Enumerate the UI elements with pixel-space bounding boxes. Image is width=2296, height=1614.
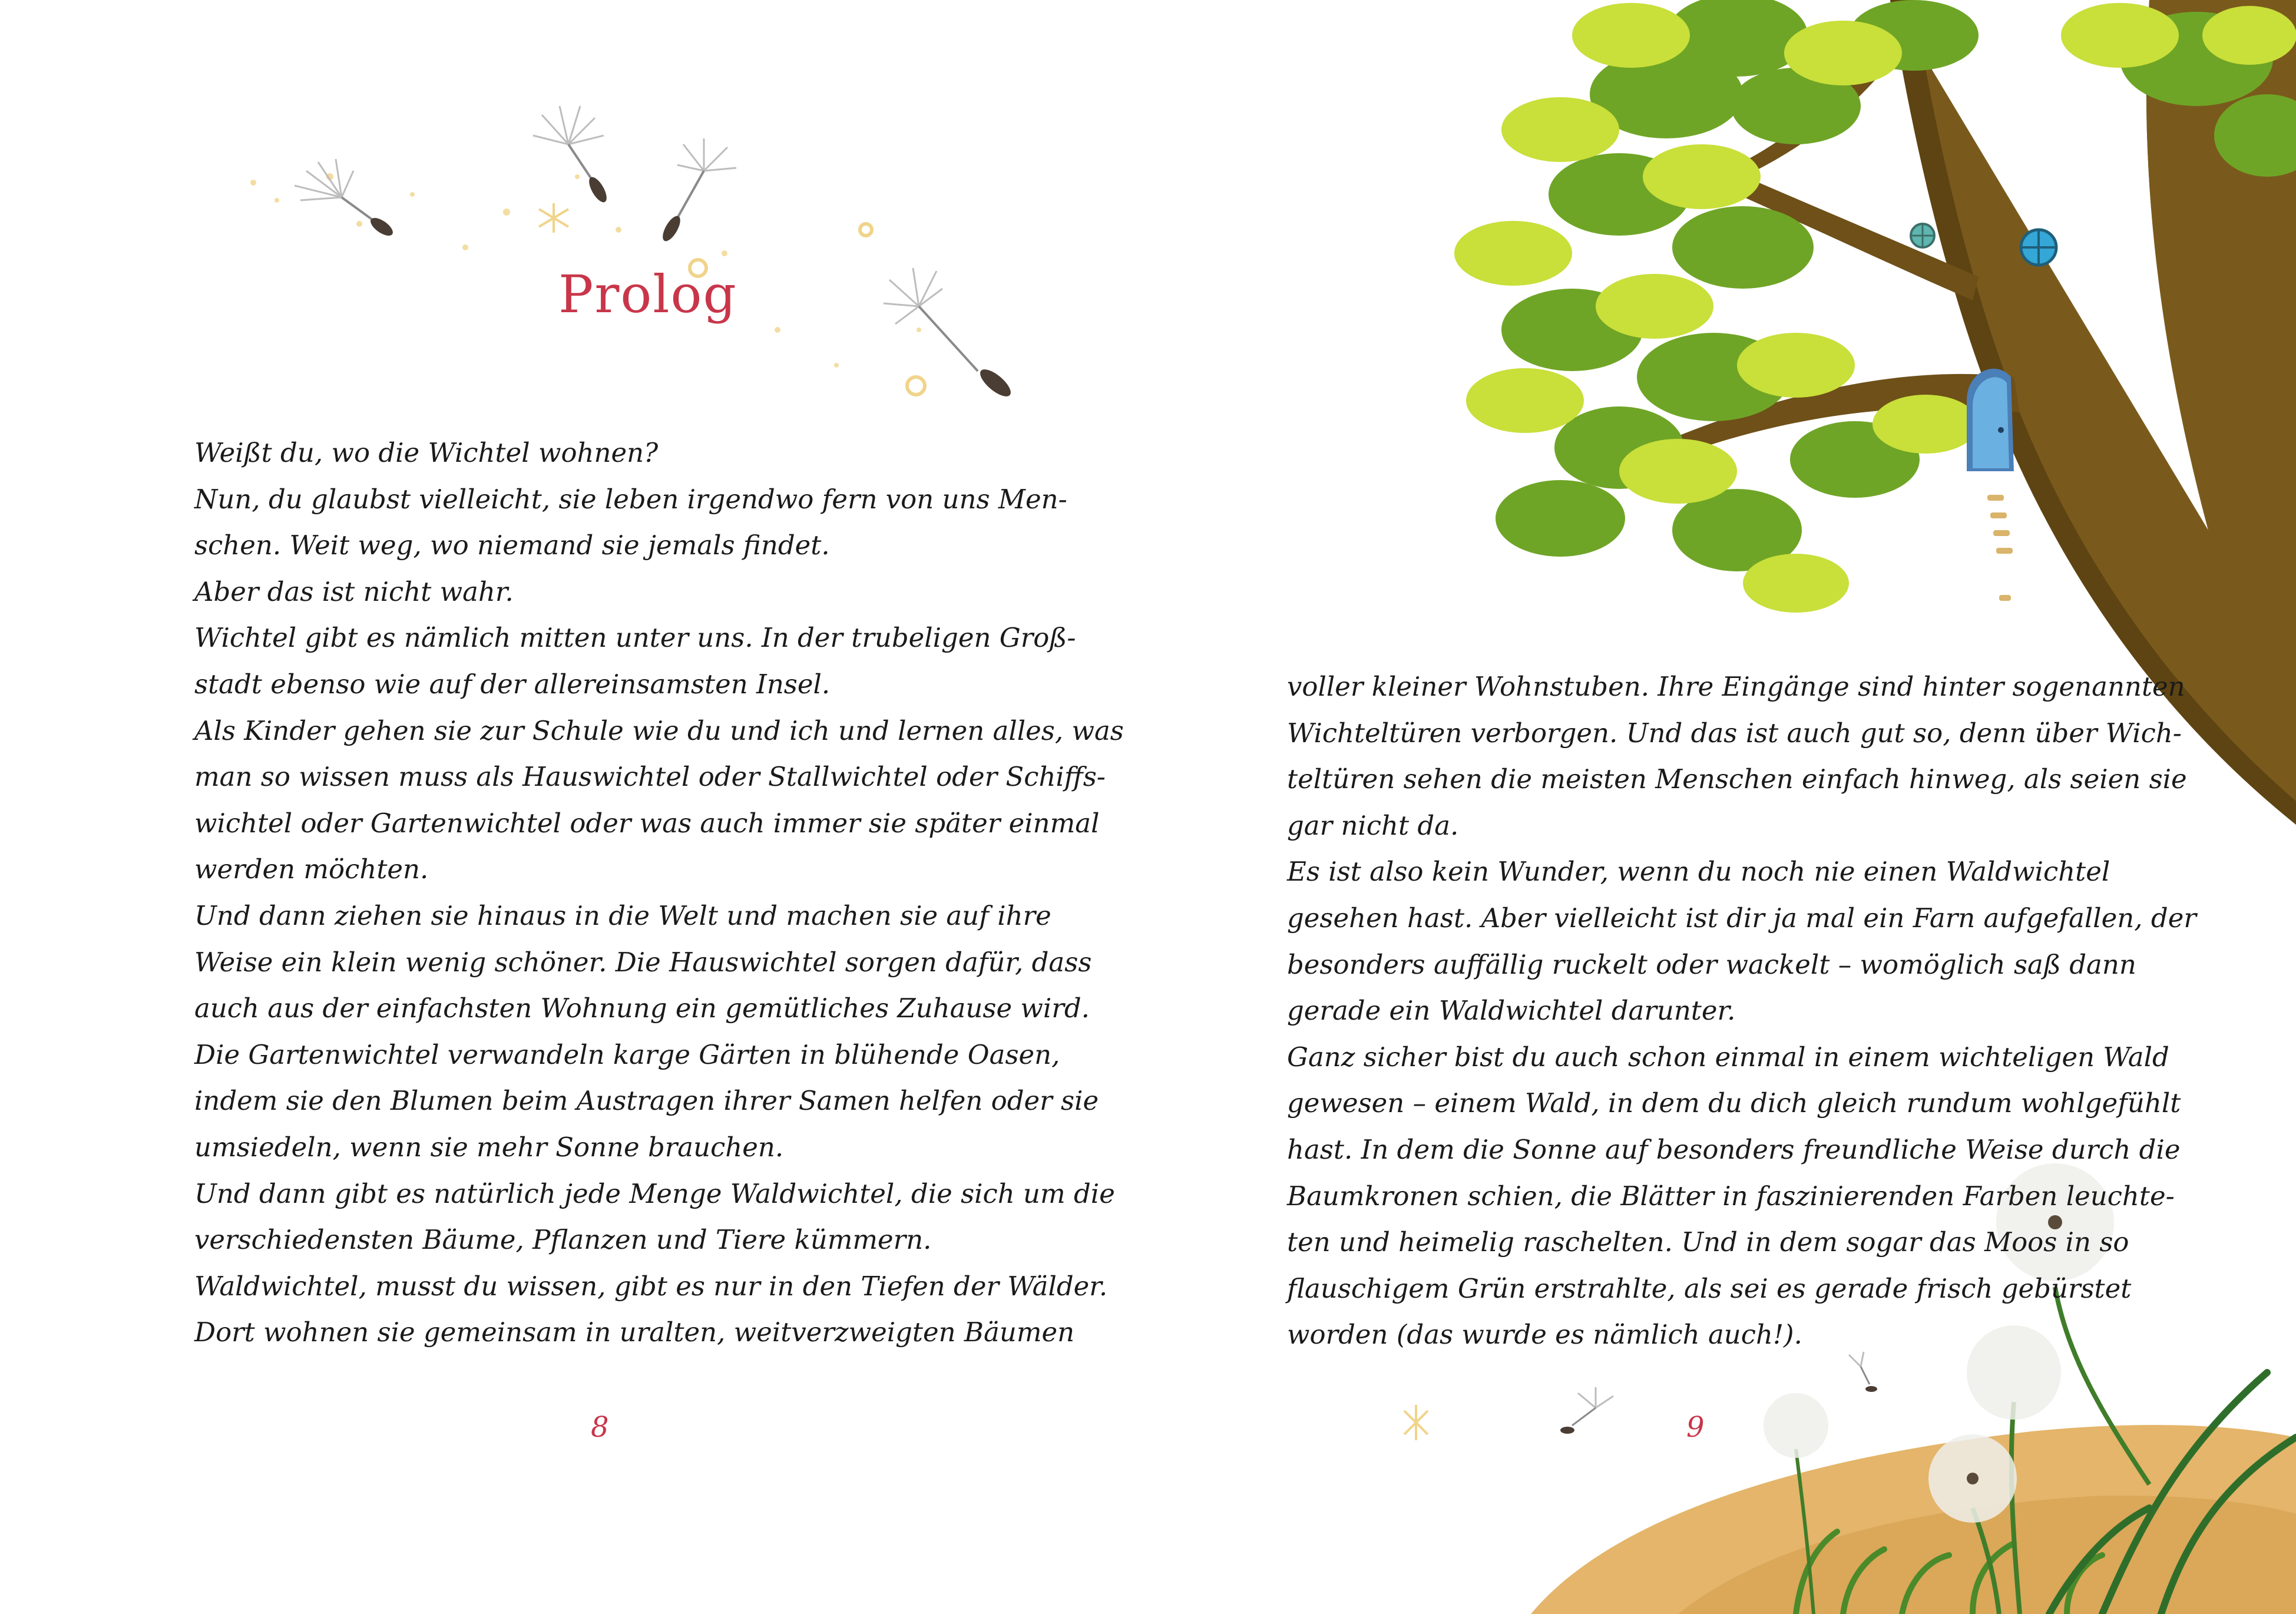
round-window-icon (1911, 224, 1934, 247)
text-line: Und dann ziehen sie hinaus in die Welt und machen sie auf ihre (194, 899, 1051, 931)
text-line: Als Kinder gehen sie zur Schule wie du und ich und lernen alles, was (194, 715, 1124, 746)
text-line: flauschigem Grün erstrahlte, als sei es gerade frisch gebürstet (1287, 1272, 2132, 1304)
text-line: voller kleiner Wohnstuben. Ihre Eingänge sind hinter sogenannten (1287, 671, 2185, 702)
text-line: besonders auffällig ruckelt oder wackelt – womöglich saß dann (1287, 948, 2136, 980)
text-line: gerade ein Waldwichtel darunter. (1287, 995, 1736, 1027)
round-window-icon (2021, 230, 2056, 265)
text-line: Es ist also kein Wunder, wenn du noch nie einen Waldwichtel (1287, 856, 2110, 888)
text-line: teltüren sehen die meisten Menschen einfach hinweg, als seien sie (1287, 763, 2187, 795)
dandelion-seed-icon (295, 159, 396, 239)
text-line: Weise ein klein wenig schöner. Die Hauswichtel sorgen dafür, dass (194, 946, 1092, 978)
text-line: verschiedensten Bäume, Pflanzen und Tiere kümmern. (194, 1224, 932, 1256)
text-line: werden möchten. (194, 854, 429, 885)
text-line: hast. In dem die Sonne auf besonders freundliche Weise durch die (1287, 1133, 2181, 1165)
text-line: Ganz sicher bist du auch schon einmal in einem wichteligen Wald (1287, 1041, 2169, 1073)
right-page (1148, 0, 2296, 1614)
text-line: schen. Weit weg, wo niemand sie jemals findet. (194, 530, 830, 561)
text-line: gesehen hast. Aber vielleicht ist dir ja mal ein Farn aufgefallen, der (1287, 902, 2196, 934)
page-number-right: 9 (1686, 1411, 1705, 1444)
text-line: Dort wohnen sie gemeinsam in uralten, weitverzweigten Bäumen (194, 1317, 1075, 1348)
text-line: gar nicht da. (1287, 809, 1459, 841)
text-line: wichtel oder Gartenwichtel oder was auch immer sie später einmal (194, 807, 1100, 839)
text-line: gewesen – einem Wald, in dem du dich gleich rundum wohlgefühlt (1287, 1087, 2181, 1119)
text-line: Waldwichtel, musst du wissen, gibt es nur in den Tiefen der Wälder. (194, 1270, 1108, 1302)
dandelion-seed-icon (659, 138, 736, 244)
text-line: auch aus der einfachsten Wohnung ein gemütliches Zuhause wird. (194, 993, 1090, 1024)
text-line: stadt ebenso wie auf der allereinsamsten Insel. (194, 668, 831, 700)
text-line: man so wissen muss als Hauswichtel oder Stallwichtel oder Schiffs- (194, 761, 1106, 793)
left-body-text (194, 430, 1124, 1356)
dandelion-seed-icon (533, 106, 610, 205)
text-line: Weißt du, wo die Wichtel wohnen? (194, 437, 659, 468)
page-number-left: 8 (591, 1411, 609, 1444)
text-line: umsiedeln, wenn sie mehr Sonne brauchen. (194, 1131, 784, 1163)
chapter-title: Prolog (558, 264, 737, 325)
dandelion-seeds-illustration (0, 0, 1148, 471)
text-line: Aber das ist nicht wahr. (194, 576, 514, 607)
text-line: Wichteltüren verborgen. Und das ist auch gut so, denn über Wich- (1287, 717, 2182, 749)
text-line: Die Gartenwichtel verwandeln karge Gärten in blühende Oasen, (194, 1038, 1060, 1070)
text-line: Wichtel gibt es nämlich mitten unter uns. In der trubeligen Groß- (194, 622, 1076, 654)
text-line: ten und heimelig raschelten. Und in dem sogar das Moos in so (1287, 1226, 2129, 1258)
text-line: worden (das wurde es nämlich auch!). (1287, 1319, 1802, 1351)
right-body-text (1287, 664, 2196, 1358)
text-line: indem sie den Blumen beim Austragen ihrer Samen helfen oder sie (194, 1085, 1099, 1117)
text-line: Baumkronen schien, die Blätter in faszinierenden Farben leuchte- (1287, 1180, 2175, 1212)
elf-door-icon (1967, 369, 2014, 471)
text-line: Nun, du glaubst vielleicht, sie leben irgendwo fern von uns Men- (194, 483, 1067, 515)
text-line: Und dann gibt es natürlich jede Menge Waldwichtel, die sich um die (194, 1178, 1115, 1209)
dandelion-seed-icon (1560, 1387, 1613, 1434)
